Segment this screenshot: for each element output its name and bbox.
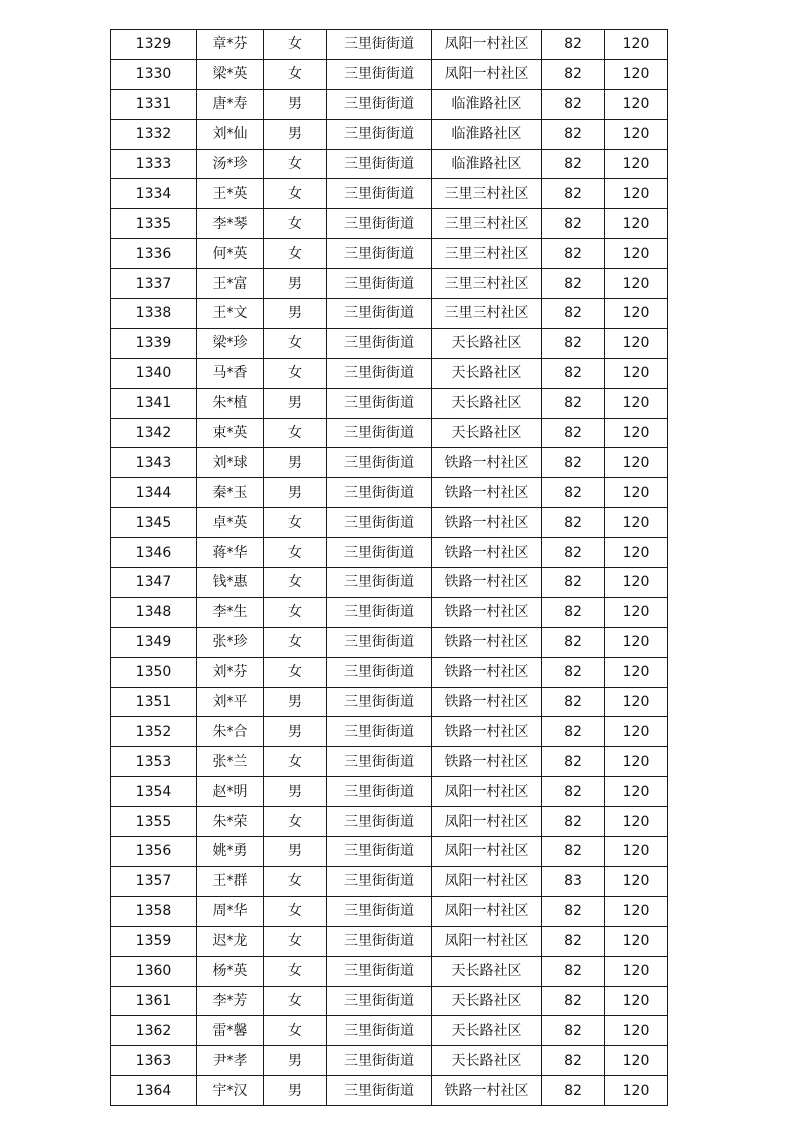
cell-amount: 120: [605, 89, 668, 119]
cell-age: 82: [542, 59, 605, 89]
cell-community: 铁路一村社区: [432, 448, 542, 478]
cell-gender: 男: [264, 478, 327, 508]
cell-serial-number: 1351: [111, 687, 197, 717]
cell-community: 凤阳一村社区: [432, 866, 542, 896]
cell-age: 82: [542, 209, 605, 239]
cell-street: 三里街街道: [327, 717, 432, 747]
cell-age: 82: [542, 239, 605, 269]
cell-age: 82: [542, 119, 605, 149]
cell-street: 三里街街道: [327, 119, 432, 149]
cell-gender: 女: [264, 597, 327, 627]
cell-gender: 女: [264, 956, 327, 986]
cell-serial-number: 1333: [111, 149, 197, 179]
cell-amount: 120: [605, 269, 668, 299]
cell-name: 李*琴: [197, 209, 264, 239]
cell-age: 82: [542, 597, 605, 627]
cell-serial-number: 1337: [111, 269, 197, 299]
cell-gender: 女: [264, 896, 327, 926]
cell-amount: 120: [605, 1046, 668, 1076]
cell-amount: 120: [605, 30, 668, 60]
cell-serial-number: 1359: [111, 926, 197, 956]
cell-name: 宇*汉: [197, 1076, 264, 1106]
cell-serial-number: 1347: [111, 568, 197, 598]
cell-street: 三里街街道: [327, 358, 432, 388]
cell-street: 三里街街道: [327, 568, 432, 598]
cell-serial-number: 1357: [111, 866, 197, 896]
cell-serial-number: 1355: [111, 807, 197, 837]
cell-gender: 女: [264, 568, 327, 598]
cell-street: 三里街街道: [327, 269, 432, 299]
table-row: [111, 597, 668, 627]
cell-community: 凤阳一村社区: [432, 777, 542, 807]
cell-community: 凤阳一村社区: [432, 837, 542, 867]
cell-name: 刘*仙: [197, 119, 264, 149]
cell-serial-number: 1356: [111, 837, 197, 867]
cell-name: 姚*勇: [197, 837, 264, 867]
cell-street: 三里街街道: [327, 388, 432, 418]
cell-gender: 男: [264, 388, 327, 418]
cell-amount: 120: [605, 627, 668, 657]
cell-street: 三里街街道: [327, 1076, 432, 1106]
cell-street: 三里街街道: [327, 657, 432, 687]
cell-name: 刘*球: [197, 448, 264, 478]
cell-age: 82: [542, 388, 605, 418]
cell-street: 三里街街道: [327, 1046, 432, 1076]
table-row: [111, 747, 668, 777]
cell-age: 82: [542, 657, 605, 687]
cell-age: 82: [542, 89, 605, 119]
cell-serial-number: 1331: [111, 89, 197, 119]
cell-street: 三里街街道: [327, 30, 432, 60]
cell-community: 铁路一村社区: [432, 508, 542, 538]
cell-gender: 女: [264, 807, 327, 837]
cell-age: 82: [542, 328, 605, 358]
table-row: [111, 328, 668, 358]
cell-amount: 120: [605, 418, 668, 448]
cell-age: 82: [542, 837, 605, 867]
table-row: [111, 299, 668, 329]
cell-street: 三里街街道: [327, 777, 432, 807]
cell-street: 三里街街道: [327, 299, 432, 329]
cell-serial-number: 1334: [111, 179, 197, 209]
table-row: [111, 388, 668, 418]
cell-amount: 120: [605, 747, 668, 777]
cell-gender: 男: [264, 89, 327, 119]
data-table-container: [110, 29, 667, 1106]
cell-name: 李*芳: [197, 986, 264, 1016]
cell-age: 82: [542, 448, 605, 478]
cell-age: 83: [542, 866, 605, 896]
cell-street: 三里街街道: [327, 179, 432, 209]
cell-name: 梁*珍: [197, 328, 264, 358]
cell-amount: 120: [605, 807, 668, 837]
cell-name: 梁*英: [197, 59, 264, 89]
cell-gender: 女: [264, 866, 327, 896]
table-row: [111, 448, 668, 478]
table-row: [111, 717, 668, 747]
cell-name: 朱*合: [197, 717, 264, 747]
cell-street: 三里街街道: [327, 89, 432, 119]
cell-gender: 男: [264, 837, 327, 867]
table-row: [111, 59, 668, 89]
table-row: [111, 179, 668, 209]
cell-street: 三里街街道: [327, 837, 432, 867]
cell-community: 铁路一村社区: [432, 627, 542, 657]
cell-age: 82: [542, 717, 605, 747]
cell-name: 张*兰: [197, 747, 264, 777]
cell-name: 秦*玉: [197, 478, 264, 508]
table-row: [111, 418, 668, 448]
cell-age: 82: [542, 747, 605, 777]
data-table: [110, 29, 668, 1106]
cell-name: 赵*明: [197, 777, 264, 807]
cell-community: 铁路一村社区: [432, 1076, 542, 1106]
cell-name: 王*英: [197, 179, 264, 209]
cell-gender: 女: [264, 538, 327, 568]
table-row: [111, 956, 668, 986]
cell-amount: 120: [605, 657, 668, 687]
table-body: [111, 30, 668, 1106]
cell-gender: 男: [264, 299, 327, 329]
table-row: [111, 1076, 668, 1106]
cell-amount: 120: [605, 866, 668, 896]
cell-amount: 120: [605, 119, 668, 149]
cell-gender: 女: [264, 179, 327, 209]
cell-age: 82: [542, 478, 605, 508]
cell-age: 82: [542, 358, 605, 388]
cell-amount: 120: [605, 926, 668, 956]
cell-community: 天长路社区: [432, 358, 542, 388]
table-row: [111, 89, 668, 119]
cell-name: 雷*馨: [197, 1016, 264, 1046]
table-row: [111, 269, 668, 299]
cell-serial-number: 1336: [111, 239, 197, 269]
cell-name: 杨*英: [197, 956, 264, 986]
cell-serial-number: 1332: [111, 119, 197, 149]
cell-community: 铁路一村社区: [432, 657, 542, 687]
cell-street: 三里街街道: [327, 538, 432, 568]
cell-street: 三里街街道: [327, 478, 432, 508]
cell-street: 三里街街道: [327, 627, 432, 657]
cell-name: 张*珍: [197, 627, 264, 657]
cell-gender: 男: [264, 1046, 327, 1076]
cell-community: 铁路一村社区: [432, 568, 542, 598]
cell-age: 82: [542, 807, 605, 837]
cell-serial-number: 1361: [111, 986, 197, 1016]
table-row: [111, 926, 668, 956]
cell-name: 唐*寿: [197, 89, 264, 119]
cell-gender: 男: [264, 448, 327, 478]
table-row: [111, 1046, 668, 1076]
cell-community: 铁路一村社区: [432, 597, 542, 627]
cell-gender: 女: [264, 358, 327, 388]
cell-serial-number: 1342: [111, 418, 197, 448]
cell-serial-number: 1348: [111, 597, 197, 627]
cell-amount: 120: [605, 538, 668, 568]
cell-street: 三里街街道: [327, 239, 432, 269]
cell-community: 天长路社区: [432, 986, 542, 1016]
cell-amount: 120: [605, 358, 668, 388]
cell-name: 周*华: [197, 896, 264, 926]
table-row: [111, 508, 668, 538]
cell-community: 铁路一村社区: [432, 687, 542, 717]
cell-community: 凤阳一村社区: [432, 896, 542, 926]
cell-gender: 女: [264, 657, 327, 687]
cell-name: 汤*珍: [197, 149, 264, 179]
cell-serial-number: 1344: [111, 478, 197, 508]
cell-gender: 女: [264, 30, 327, 60]
cell-community: 天长路社区: [432, 418, 542, 448]
cell-gender: 女: [264, 418, 327, 448]
cell-age: 82: [542, 269, 605, 299]
cell-age: 82: [542, 418, 605, 448]
cell-gender: 女: [264, 1016, 327, 1046]
cell-gender: 男: [264, 777, 327, 807]
cell-serial-number: 1354: [111, 777, 197, 807]
cell-gender: 男: [264, 1076, 327, 1106]
cell-community: 铁路一村社区: [432, 717, 542, 747]
cell-amount: 120: [605, 956, 668, 986]
cell-community: 铁路一村社区: [432, 747, 542, 777]
cell-age: 82: [542, 538, 605, 568]
cell-serial-number: 1363: [111, 1046, 197, 1076]
cell-street: 三里街街道: [327, 448, 432, 478]
table-row: [111, 239, 668, 269]
cell-community: 天长路社区: [432, 1016, 542, 1046]
cell-age: 82: [542, 179, 605, 209]
cell-community: 三里三村社区: [432, 299, 542, 329]
cell-gender: 男: [264, 717, 327, 747]
cell-gender: 女: [264, 747, 327, 777]
cell-gender: 女: [264, 239, 327, 269]
cell-street: 三里街街道: [327, 1016, 432, 1046]
cell-street: 三里街街道: [327, 866, 432, 896]
cell-street: 三里街街道: [327, 687, 432, 717]
cell-community: 凤阳一村社区: [432, 926, 542, 956]
cell-community: 三里三村社区: [432, 209, 542, 239]
cell-amount: 120: [605, 59, 668, 89]
cell-street: 三里街街道: [327, 59, 432, 89]
cell-community: 铁路一村社区: [432, 538, 542, 568]
cell-age: 82: [542, 508, 605, 538]
table-row: [111, 568, 668, 598]
cell-street: 三里街街道: [327, 896, 432, 926]
cell-amount: 120: [605, 777, 668, 807]
cell-name: 马*香: [197, 358, 264, 388]
cell-amount: 120: [605, 388, 668, 418]
cell-age: 82: [542, 956, 605, 986]
cell-name: 卓*英: [197, 508, 264, 538]
cell-serial-number: 1330: [111, 59, 197, 89]
cell-serial-number: 1362: [111, 1016, 197, 1046]
cell-street: 三里街街道: [327, 328, 432, 358]
cell-amount: 120: [605, 209, 668, 239]
table-row: [111, 687, 668, 717]
cell-serial-number: 1360: [111, 956, 197, 986]
cell-community: 天长路社区: [432, 328, 542, 358]
cell-street: 三里街街道: [327, 209, 432, 239]
cell-serial-number: 1353: [111, 747, 197, 777]
cell-serial-number: 1339: [111, 328, 197, 358]
cell-community: 临淮路社区: [432, 119, 542, 149]
cell-community: 临淮路社区: [432, 89, 542, 119]
cell-serial-number: 1340: [111, 358, 197, 388]
cell-name: 何*英: [197, 239, 264, 269]
cell-age: 82: [542, 777, 605, 807]
cell-age: 82: [542, 1076, 605, 1106]
cell-age: 82: [542, 1046, 605, 1076]
cell-community: 三里三村社区: [432, 179, 542, 209]
cell-gender: 女: [264, 508, 327, 538]
cell-age: 82: [542, 926, 605, 956]
cell-amount: 120: [605, 179, 668, 209]
cell-street: 三里街街道: [327, 986, 432, 1016]
cell-community: 三里三村社区: [432, 239, 542, 269]
table-row: [111, 986, 668, 1016]
cell-serial-number: 1345: [111, 508, 197, 538]
cell-street: 三里街街道: [327, 418, 432, 448]
cell-age: 82: [542, 299, 605, 329]
cell-age: 82: [542, 627, 605, 657]
cell-name: 王*文: [197, 299, 264, 329]
cell-age: 82: [542, 986, 605, 1016]
cell-name: 束*英: [197, 418, 264, 448]
cell-gender: 男: [264, 269, 327, 299]
cell-community: 临淮路社区: [432, 149, 542, 179]
cell-name: 刘*芬: [197, 657, 264, 687]
cell-name: 蒋*华: [197, 538, 264, 568]
cell-name: 朱*植: [197, 388, 264, 418]
cell-amount: 120: [605, 717, 668, 747]
cell-amount: 120: [605, 299, 668, 329]
cell-serial-number: 1346: [111, 538, 197, 568]
cell-gender: 女: [264, 328, 327, 358]
cell-amount: 120: [605, 478, 668, 508]
cell-street: 三里街街道: [327, 597, 432, 627]
cell-gender: 女: [264, 59, 327, 89]
cell-name: 钱*惠: [197, 568, 264, 598]
cell-amount: 120: [605, 896, 668, 926]
cell-community: 天长路社区: [432, 388, 542, 418]
cell-amount: 120: [605, 687, 668, 717]
table-row: [111, 30, 668, 60]
cell-gender: 女: [264, 149, 327, 179]
cell-community: 凤阳一村社区: [432, 59, 542, 89]
cell-street: 三里街街道: [327, 508, 432, 538]
table-row: [111, 119, 668, 149]
table-row: [111, 657, 668, 687]
cell-amount: 120: [605, 597, 668, 627]
cell-serial-number: 1338: [111, 299, 197, 329]
cell-amount: 120: [605, 1016, 668, 1046]
cell-age: 82: [542, 1016, 605, 1046]
cell-age: 82: [542, 149, 605, 179]
cell-serial-number: 1349: [111, 627, 197, 657]
cell-gender: 女: [264, 986, 327, 1016]
cell-community: 三里三村社区: [432, 269, 542, 299]
cell-gender: 男: [264, 687, 327, 717]
cell-gender: 女: [264, 627, 327, 657]
cell-street: 三里街街道: [327, 926, 432, 956]
table-row: [111, 896, 668, 926]
table-row: [111, 538, 668, 568]
cell-amount: 120: [605, 1076, 668, 1106]
cell-name: 章*芬: [197, 30, 264, 60]
cell-name: 刘*平: [197, 687, 264, 717]
cell-gender: 女: [264, 209, 327, 239]
cell-community: 铁路一村社区: [432, 478, 542, 508]
cell-street: 三里街街道: [327, 956, 432, 986]
cell-gender: 女: [264, 926, 327, 956]
table-row: [111, 1016, 668, 1046]
cell-amount: 120: [605, 837, 668, 867]
cell-serial-number: 1350: [111, 657, 197, 687]
cell-amount: 120: [605, 328, 668, 358]
cell-community: 凤阳一村社区: [432, 30, 542, 60]
cell-community: 天长路社区: [432, 1046, 542, 1076]
table-row: [111, 358, 668, 388]
cell-gender: 男: [264, 119, 327, 149]
cell-age: 82: [542, 896, 605, 926]
cell-serial-number: 1341: [111, 388, 197, 418]
cell-name: 王*富: [197, 269, 264, 299]
table-row: [111, 866, 668, 896]
cell-street: 三里街街道: [327, 747, 432, 777]
table-row: [111, 807, 668, 837]
cell-amount: 120: [605, 448, 668, 478]
table-row: [111, 777, 668, 807]
cell-serial-number: 1335: [111, 209, 197, 239]
cell-name: 朱*荣: [197, 807, 264, 837]
cell-amount: 120: [605, 239, 668, 269]
cell-amount: 120: [605, 149, 668, 179]
table-row: [111, 209, 668, 239]
cell-serial-number: 1343: [111, 448, 197, 478]
cell-name: 王*群: [197, 866, 264, 896]
cell-serial-number: 1329: [111, 30, 197, 60]
cell-name: 迟*龙: [197, 926, 264, 956]
cell-amount: 120: [605, 986, 668, 1016]
cell-name: 尹*孝: [197, 1046, 264, 1076]
table-row: [111, 149, 668, 179]
cell-age: 82: [542, 687, 605, 717]
cell-street: 三里街街道: [327, 807, 432, 837]
cell-name: 李*生: [197, 597, 264, 627]
cell-age: 82: [542, 568, 605, 598]
table-row: [111, 627, 668, 657]
cell-serial-number: 1358: [111, 896, 197, 926]
table-row: [111, 837, 668, 867]
cell-street: 三里街街道: [327, 149, 432, 179]
cell-amount: 120: [605, 568, 668, 598]
cell-serial-number: 1364: [111, 1076, 197, 1106]
cell-community: 天长路社区: [432, 956, 542, 986]
cell-community: 凤阳一村社区: [432, 807, 542, 837]
cell-age: 82: [542, 30, 605, 60]
table-row: [111, 478, 668, 508]
cell-serial-number: 1352: [111, 717, 197, 747]
cell-amount: 120: [605, 508, 668, 538]
